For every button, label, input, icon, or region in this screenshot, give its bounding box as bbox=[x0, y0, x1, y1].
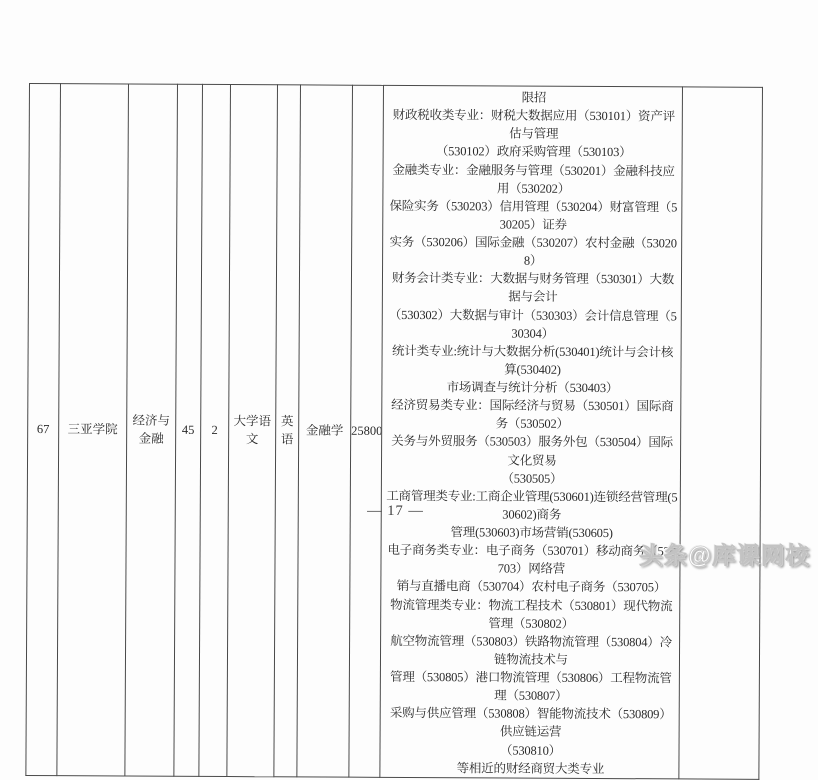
cell-quota-total: 45 bbox=[174, 84, 203, 776]
cell-admission-requirements: 限招 财政税收类专业：财税大数据应用（530101）资产评估与管理 （530102）政府采购管理（530103） 金融类专业：金融服务与管理（530201）金融科技应用（530202） 保险实务（530203）信用管理（530204）财富管理（530205）证券 实务（530206）国际金融（530207）农村金融（530208） 财务会计类专业：大数据与财务管理（530301）大数据与会计 （530302）大数据与审计（530303）会计信息管理（530304） 统计类专业:统计与大数据分析(530401)统计与会计核算(530402) 市场调查与统计分析（530403） 经济贸易类专业：国际经济与贸易（530501）国际商务（530502） 关务与外贸服务（530503）服务外包（530504）国际文化贸易 （530505） 工商管理类专业:工商企业管理(530601)连锁经营管理(530602)商务 管理(530603)市场营销(530605) 电子商务类专业：电子商务（530701）移动商务（530703）网络营 销与直播电商（530704）农村电子商务（530705） 物流管理类专业：物流工程技术（530801）现代物流管理（530802） 航空物流管理（530803）铁路物流管理（530804）冷链物流技术与 管理（530805）港口物流管理（530806）工程物流管理（530807） 采购与供应管理（530808）智能物流技术（530809）供应链运营 （530810） 等相近的财经商贸大类专业 bbox=[380, 85, 683, 778]
cell-seq-number: 67 bbox=[26, 84, 61, 776]
watermark-text: 头条@库课网校 bbox=[639, 542, 810, 568]
cell-remarks-empty bbox=[679, 87, 763, 779]
cell-school-name: 三亚学院 bbox=[57, 84, 129, 776]
page-number: — 17 — bbox=[367, 503, 424, 519]
cell-exam-subject-1: 大学语文 bbox=[227, 85, 278, 777]
enrollment-table bbox=[25, 83, 762, 780]
cell-tuition: 25800 bbox=[349, 85, 384, 777]
table-row bbox=[26, 84, 763, 780]
cell-major-name: 经济与金融 bbox=[125, 84, 178, 776]
cell-exam-subject-2: 英语 bbox=[274, 85, 301, 777]
cell-exam-subject-3: 金融学 bbox=[297, 85, 353, 777]
cell-quota-other: 2 bbox=[199, 84, 231, 776]
